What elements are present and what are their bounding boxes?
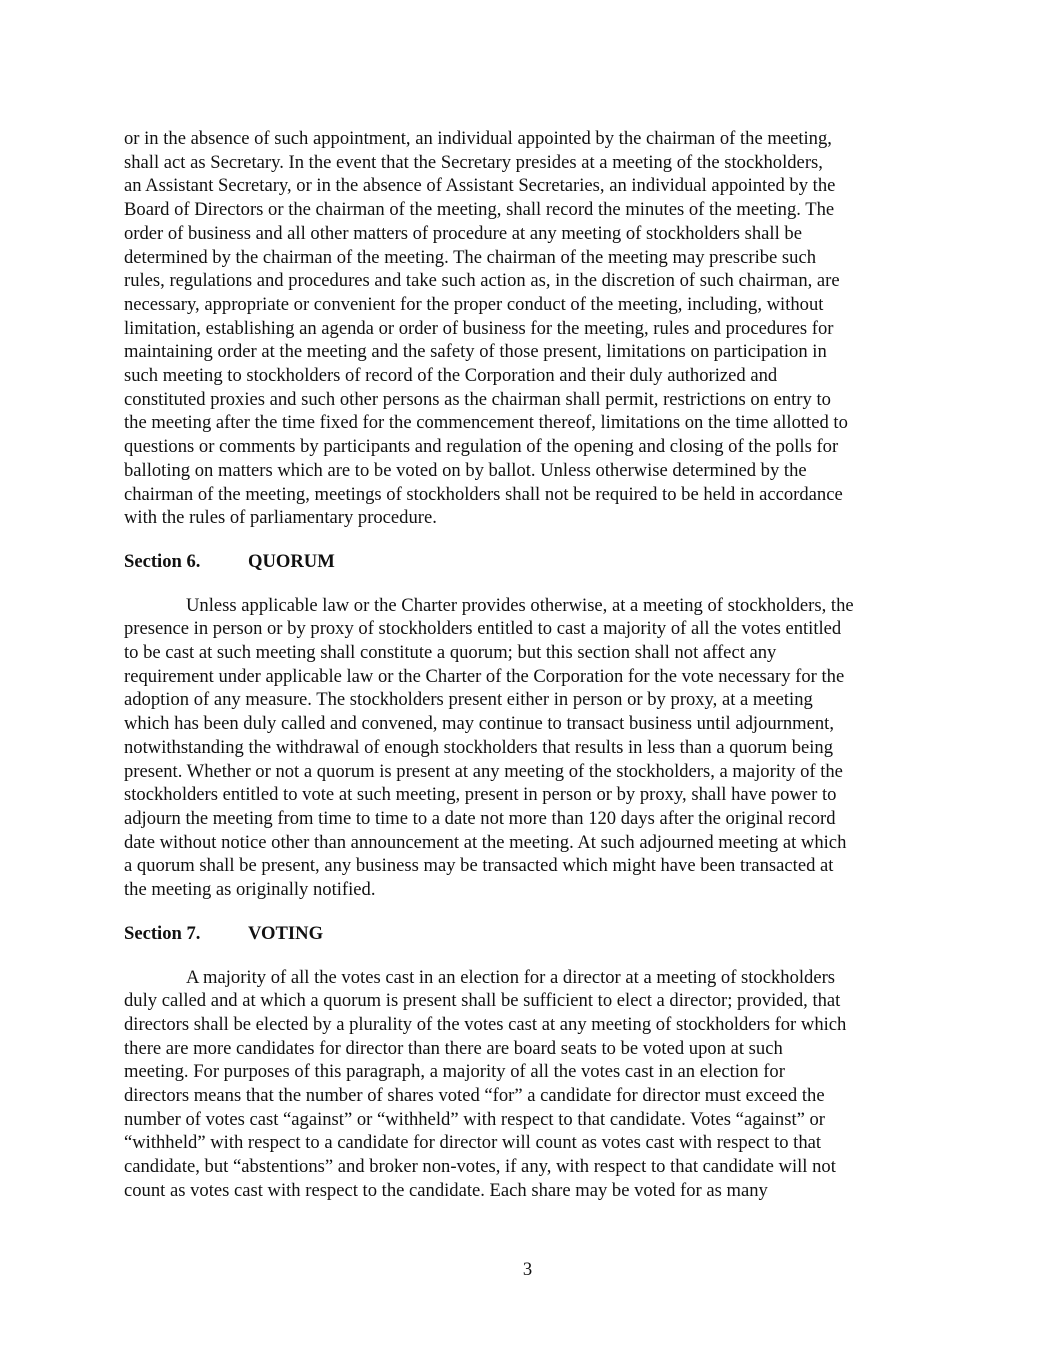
paragraph-line: rules, regulations and procedures and take such action as, in the discretion of such chairman, are — [124, 270, 840, 292]
paragraph-line: stockholders entitled to vote at such meeting, present in person or by proxy, shall have power to — [124, 784, 837, 806]
paragraph-line: maintaining order at the meeting and the safety of those present, limitations on participation in — [124, 341, 827, 363]
paragraph-line: balloting on matters which are to be voted on by ballot. Unless otherwise determined by the — [124, 459, 807, 481]
paragraph-line: the meeting after the time fixed for the commencement thereof, limitations on the time allotted to — [124, 412, 848, 434]
paragraph-line: to be cast at such meeting shall constitute a quorum; but this section shall not affect any — [124, 642, 777, 664]
paragraph-line: candidate, but “abstentions” and broker non-votes, if any, with respect to that candidate will not — [124, 1156, 836, 1178]
section-7-paragraph — [124, 966, 936, 1203]
paragraph-line: such meeting to stockholders of record of the Corporation and their duly authorized and — [124, 365, 778, 387]
paragraph-line: there are more candidates for director than there are board seats to be voted upon at such — [124, 1037, 783, 1059]
paragraph-line: which has been duly called and convened, may continue to transact business until adjournment, — [124, 713, 834, 735]
paragraph-line: limitation, establishing an agenda or order of business for the meeting, rules and procedures for — [124, 317, 834, 339]
section-7-heading — [124, 922, 936, 946]
paragraph-line: duly called and at which a quorum is present shall be sufficient to elect a director; provided, that — [124, 990, 841, 1012]
section-number: Section 6. — [124, 550, 201, 572]
paragraph-line: directors means that the number of shares voted “for” a candidate for director must exceed the — [124, 1085, 825, 1107]
paragraph-line: with the rules of parliamentary procedure. — [124, 507, 437, 529]
paragraph-line: Board of Directors or the chairman of the meeting, shall record the minutes of the meeting. The — [124, 199, 835, 221]
paragraph-line: “withheld” with respect to a candidate for director will count as votes cast with respect to that — [124, 1132, 822, 1154]
paragraph-line: a quorum shall be present, any business may be transacted which might have been transacted at — [124, 855, 834, 877]
paragraph-line: requirement under applicable law or the Charter of the Corporation for the vote necessary for the — [124, 665, 845, 687]
paragraph-line: notwithstanding the withdrawal of enough stockholders that results in less than a quorum being — [124, 736, 834, 758]
paragraph-line: date without notice other than announcement at the meeting. At such adjourned meeting at which — [124, 831, 847, 853]
paragraph-line: number of votes cast “against” or “withheld” with respect to that candidate. Votes “against” or — [124, 1108, 825, 1130]
paragraph-line: count as votes cast with respect to the candidate. Each share may be voted for as many — [124, 1179, 768, 1201]
paragraph-line: questions or comments by participants and regulation of the opening and closing of the polls for — [124, 436, 839, 458]
paragraph-line: constituted proxies and such other persons as the chairman shall permit, restrictions on entry to — [124, 388, 831, 410]
section-6-heading — [124, 550, 936, 574]
section-title: VOTING — [248, 922, 324, 944]
paragraph-line: A majority of all the votes cast in an election for a director at a meeting of stockholders — [186, 966, 836, 988]
paragraph-line: adoption of any measure. The stockholders present either in person or by proxy, at a meeting — [124, 689, 813, 711]
paragraph-line: an Assistant Secretary, or in the absence of Assistant Secretaries, an individual appointed by the — [124, 175, 836, 197]
paragraph-line: adjourn the meeting from time to time to a date not more than 120 days after the original record — [124, 807, 836, 829]
section-title: QUORUM — [248, 550, 335, 572]
paragraph-line: directors shall be elected by a plurality of the votes cast at any meeting of stockholders for which — [124, 1013, 847, 1035]
paragraph-line: chairman of the meeting, meetings of stockholders shall not be required to be held in accordance — [124, 483, 843, 505]
paragraph-line: Unless applicable law or the Charter provides otherwise, at a meeting of stockholders, the — [186, 594, 854, 616]
document-page — [124, 127, 936, 1203]
paragraph-line: determined by the chairman of the meeting. The chairman of the meeting may prescribe such — [124, 246, 817, 268]
paragraph-line: or in the absence of such appointment, an individual appointed by the chairman of the meeting, — [124, 128, 832, 149]
paragraph-line: the meeting as originally notified. — [124, 879, 376, 901]
paragraph-line: presence in person or by proxy of stockholders entitled to cast a majority of all the votes entitled — [124, 618, 842, 640]
paragraph-line: meeting. For purposes of this paragraph, a majority of all the votes cast in an election for — [124, 1061, 785, 1083]
continuation-paragraph — [124, 127, 936, 530]
paragraph-line: present. Whether or not a quorum is present at any meeting of the stockholders, a majority of the — [124, 760, 843, 782]
paragraph-line: shall act as Secretary. In the event that the Secretary presides at a meeting of the stockholders, — [124, 151, 823, 173]
section-number: Section 7. — [124, 922, 201, 944]
page-number: 3 — [522, 1259, 533, 1280]
section-6-paragraph — [124, 594, 936, 902]
paragraph-line: order of business and all other matters of procedure at any meeting of stockholders shall be — [124, 222, 802, 244]
paragraph-line: necessary, appropriate or convenient for the proper conduct of the meeting, including, without — [124, 293, 824, 315]
